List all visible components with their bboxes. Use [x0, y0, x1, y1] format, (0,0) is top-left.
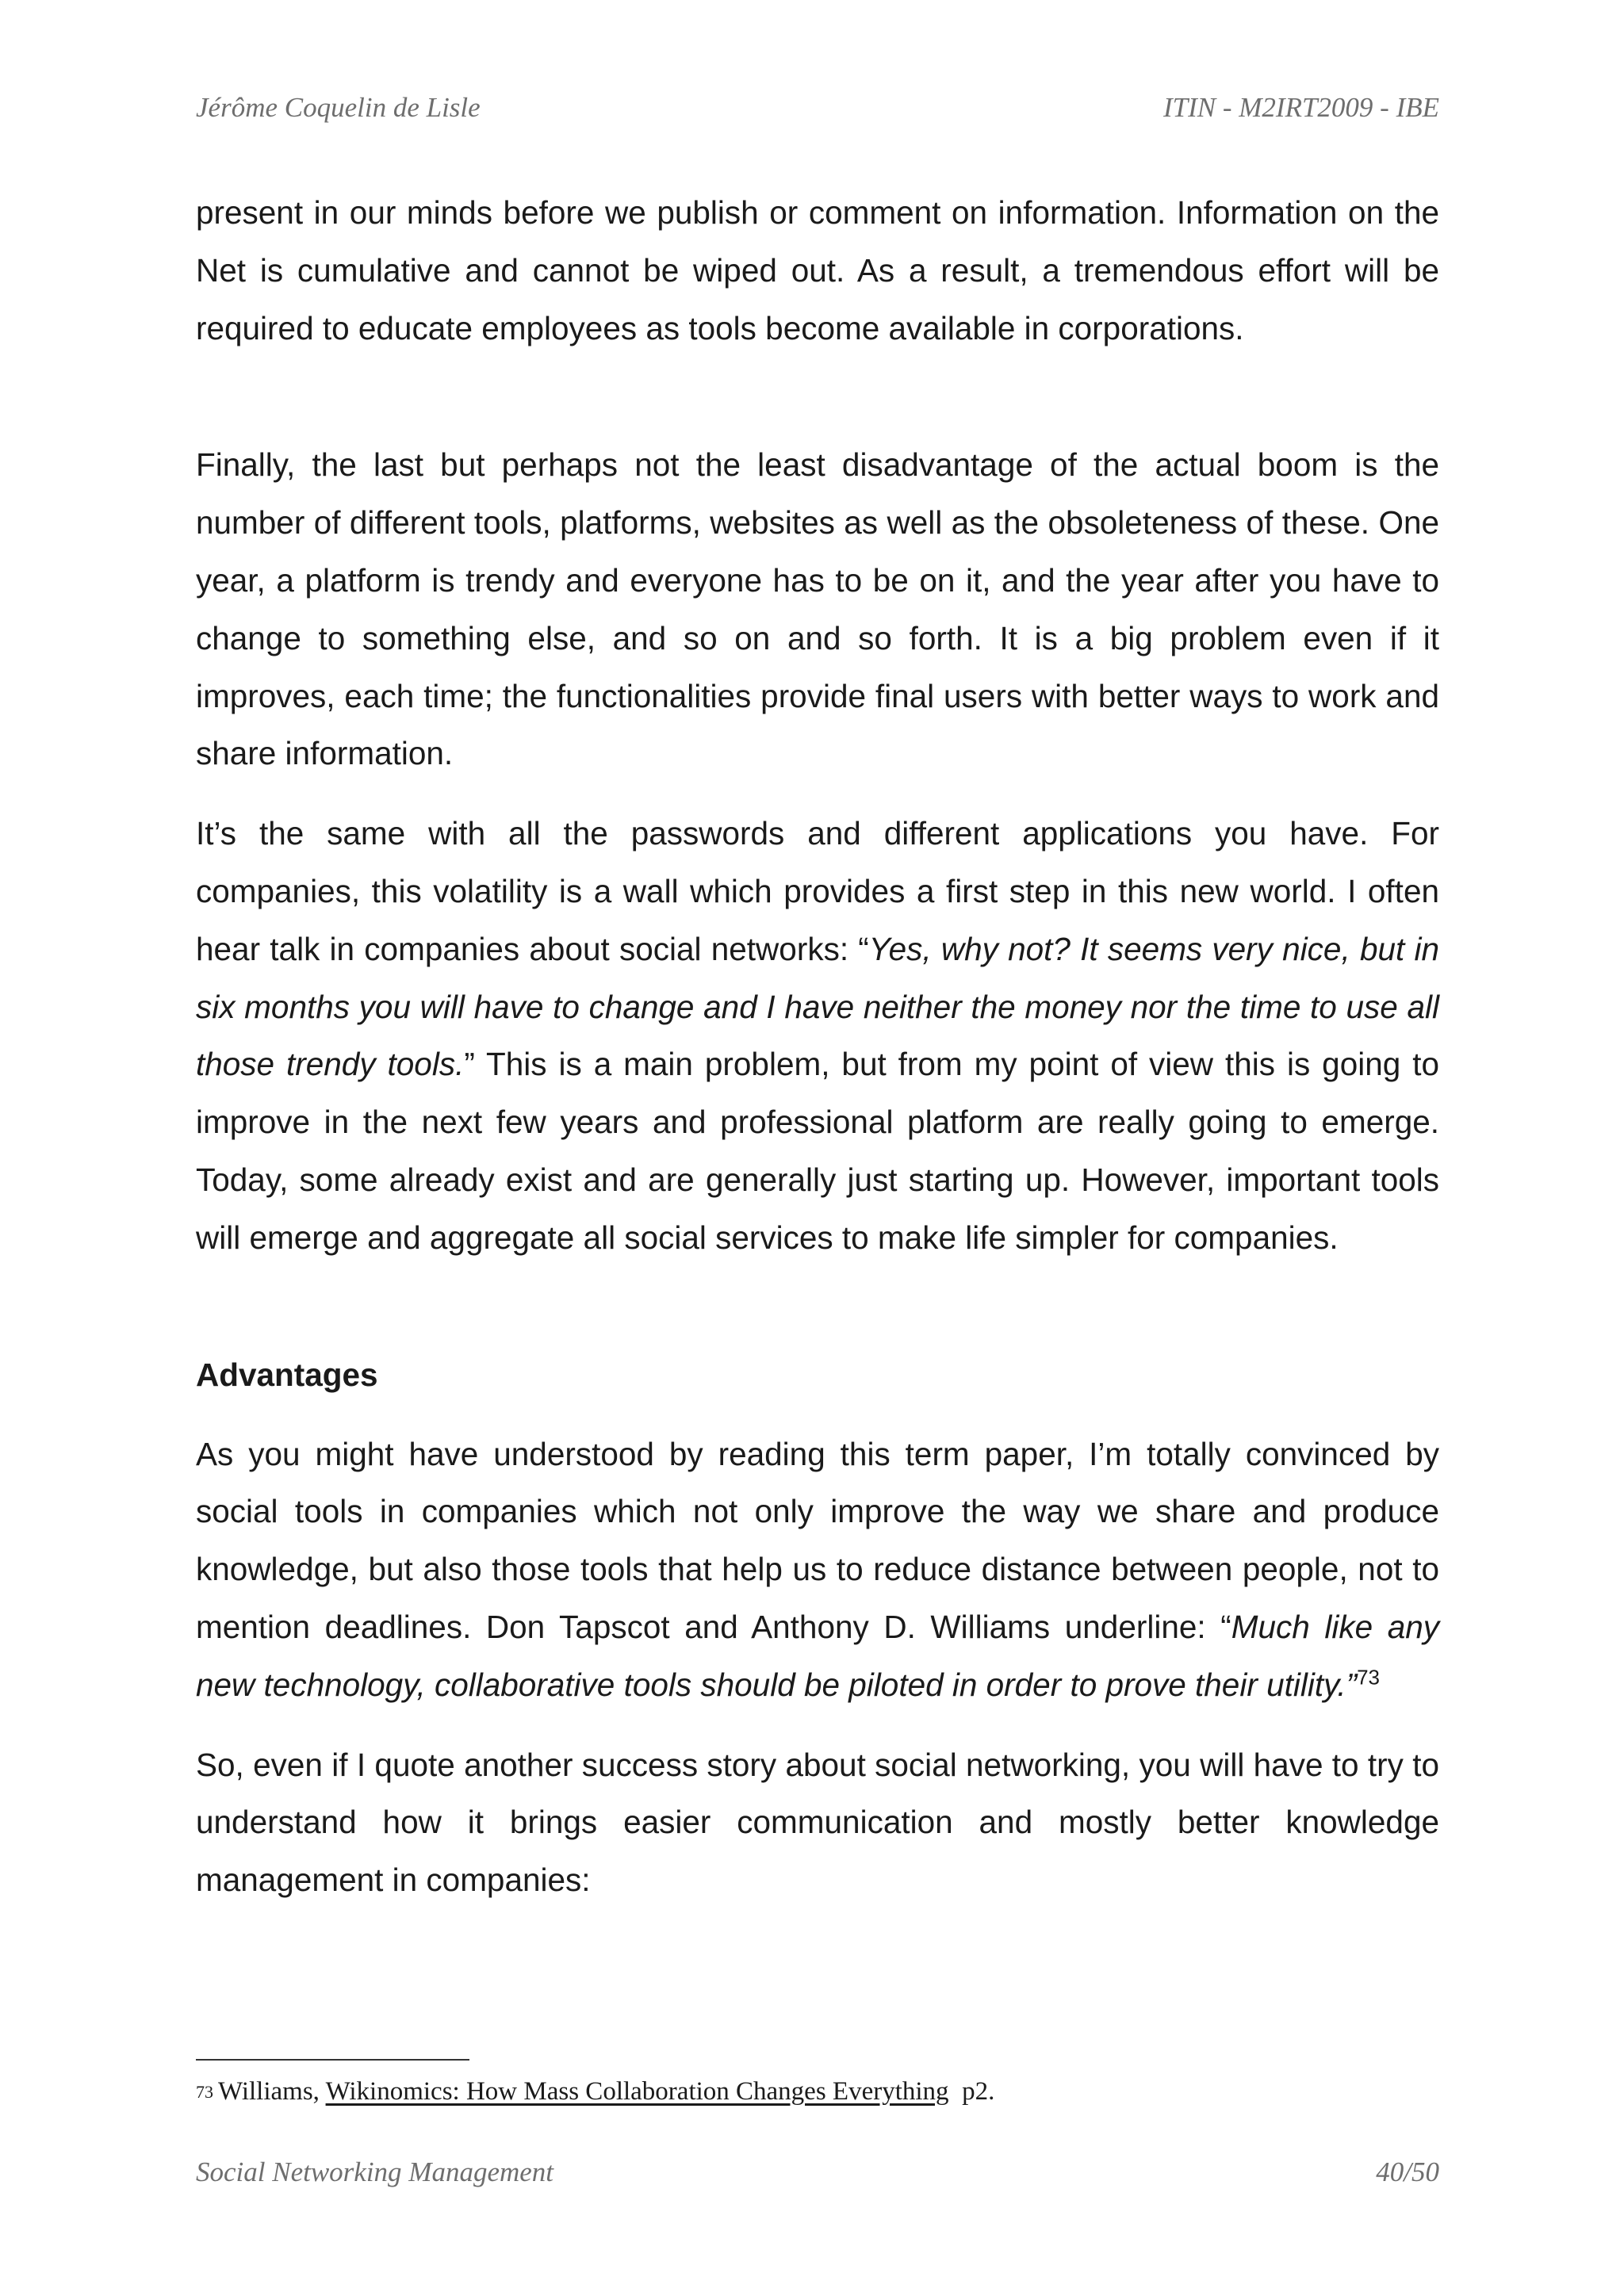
running-footer: [196, 2156, 1439, 2196]
footnote: [196, 2077, 1439, 2107]
footnote-number: 73: [196, 2082, 213, 2102]
footnote-separator: [196, 2059, 469, 2061]
body-text: [196, 184, 1439, 1909]
paragraph-1: present in our minds before we publish or comment on information. Information on the Net is cumulative and cannot be wiped out. As a result, a tremendous effort will be required to educate employees as tools become available in corporations.: [196, 194, 1439, 346]
paragraph-5: So, even if I quote another success story about social networking, you will have to try to understand how it brings easier communication and mostly better knowledge management in companies:: [196, 1746, 1439, 1899]
footer-page-number: 40/50: [1376, 2156, 1439, 2187]
footnote-reference[interactable]: 73: [1357, 1665, 1381, 1689]
paragraph-4: [196, 1425, 1439, 1714]
paragraph-2: Finally, the last but perhaps not the least disadvantage of the actual boom is the number of different tools, platforms, websites as well as the obsoleteness of these. One year, a platform is trendy and everyone has to be on it, and the year after you have to change to something else, and so on and so forth. It is a big problem even if it improves, each time; the functionalities provide final users with better ways to work and share information.: [196, 446, 1439, 772]
footnote-page: p2.: [948, 2077, 995, 2106]
paragraph-4-quote: Much like any new technology, collaborative tools should be piloted in order to prove their utility.: [196, 1608, 1439, 1703]
paragraph-4-close-quote: ”: [1346, 1666, 1358, 1703]
running-header: [196, 92, 1439, 132]
section-heading-advantages: Advantages: [196, 1356, 378, 1393]
footnote-book-title: Wikinomics: How Mass Collaboration Changes Everything: [325, 2077, 949, 2106]
footer-title: Social Networking Management: [196, 2156, 554, 2187]
paragraph-3-quote: Yes, why not? It seems very nice, but in six months you will have to change and I have neither the money nor the time to use all those trendy tools.: [196, 930, 1439, 1083]
header-program: ITIN - M2IRT2009 - IBE: [1162, 92, 1439, 123]
paragraph-3-start: It’s the same with all the passwords and different applications you have. For companies, this volatility is a wall which provides a first step in this new world. I often hear talk in companies about social networks: “: [196, 815, 1439, 967]
paragraph-4-start: As you might have understood by reading this term paper, I’m totally convinced by social tools in companies which not only improve the way we share and produce knowledge, but also those tools that help us to reduce distance between people, not to mention deadlines. Don Tapscot and Anthony D. Williams underline: “: [196, 1435, 1439, 1645]
header-author: Jérôme Coquelin de Lisle: [196, 92, 481, 123]
paragraph-3-end: ” This is a main problem, but from my point of view this is going to improve in the next few years and professional platform are really going to emerge. Today, some already exist and are generally just starting up. However, important tools will emerge and aggregate all social services to make life simpler for companies.: [196, 1046, 1439, 1256]
footnote-author: Williams,: [218, 2077, 326, 2106]
paragraph-3: [196, 805, 1439, 1266]
